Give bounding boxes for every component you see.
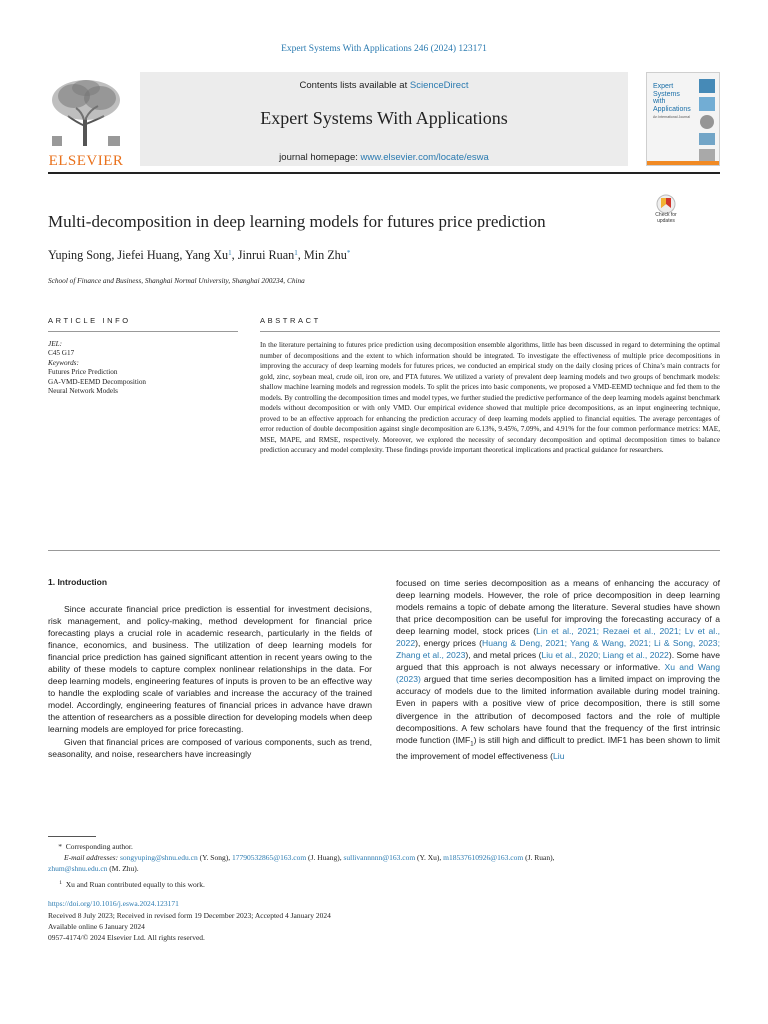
article-info-rule	[48, 331, 238, 332]
doi-link-line	[48, 898, 724, 909]
email-owner: (Y. Xu),	[415, 853, 444, 862]
citation-link[interactable]: Liu et al., 2020; Liang et al., 2022	[541, 650, 669, 661]
body-column-left	[48, 603, 372, 760]
abstract-text: In the literature pertaining to futures price prediction using decomposition ensemble algorithms, little has been discussed in regard to determining the optimal number of decompositions and the extent to which information should be integrated. To investigate the effectiveness of multiple price decompositions in improving the accuracy of deep learning models for futures prices, we conducted an empirical study on the daily closing prices of China’s main contracts for gold, zinc, soybean meal, crude oil, iron ore, and PTA futures. We utilized a variety of prevalent deep learning models and two groups of benchmark models: shallow machine learning models and regression models. To split the prices into basic components, we proposed a VMD-EEMD technique and fed them to the models. By controlling the decomposition times and model types, we further studied the predictive performance of the deep learning models against benchmark models without decomposition or with only VMD. Our empirical evidence showed that multiple price decompositions, as an input engineering technique, proved to be an effective approach for enhancing the prediction accuracy of deep learning models applied to financial equities. The average percentages of error reduction of double decomposition against single decomposition are 6.13%, 9.45%, 7.09%, and 4.91% for the four common performance metrics: MAE, MSE, MAPE, and RMSE, respectively. Moreover, we explored the necessity of secondary decomposition and optimal decomposition times to balance prediction accuracy and model complexity. These findings provide important theoretical implications and practical guidance for researchers.	[260, 341, 720, 454]
paper-title: Multi-decomposition in deep learning models for futures price prediction	[48, 212, 546, 231]
subscript: 1	[470, 741, 474, 748]
footnote-emails	[48, 852, 724, 863]
footnote-text: Corresponding author.	[65, 842, 133, 851]
cover-pattern-icon	[697, 77, 717, 163]
journal-banner	[140, 72, 628, 166]
copyright: 0957-4174/© 2024 Elsevier Ltd. All rights reserved.	[48, 933, 205, 942]
text-run: ), and metal prices (	[465, 650, 542, 661]
email-owner: (J. Huang),	[306, 853, 344, 862]
jel-label: JEL:	[48, 340, 62, 348]
check-updates-label: Check for updates	[655, 212, 677, 224]
keyword: Neural Network Models	[48, 387, 118, 396]
email-owner: (M. Zhu).	[107, 864, 139, 873]
text-run: argued that time series decomposition has a limited impact on improving the accuracy of models due to the limited information available during model training. Even in papers with a positive view of price decomposition, there is still some divergence in the attribution of decomposed factors and the role of multiple decompositions. A few scholars have found that the frequency of the first intrinsic mode function (IMF	[396, 674, 720, 745]
citation-link[interactable]: Liu	[553, 751, 565, 762]
keyword: Futures Price Prediction	[48, 368, 118, 377]
footnote-rule	[48, 836, 96, 837]
elsevier-logo	[46, 76, 126, 169]
elsevier-tree-icon	[46, 76, 126, 148]
check-updates-icon	[648, 194, 688, 214]
cover-subtitle: An International Journal	[653, 115, 690, 119]
author-name[interactable]: Min Zhu	[303, 248, 347, 262]
cover-title-line: Expert	[653, 83, 674, 90]
received-dates: Received 8 July 2023; Received in revised form 19 December 2023; Accepted 4 January 2024	[48, 911, 331, 920]
cover-title-line: Applications	[653, 105, 691, 113]
author-mark[interactable]: *	[346, 249, 351, 257]
email-owner: (Y. Song),	[197, 853, 232, 862]
abstract-rule	[260, 331, 720, 332]
email-link[interactable]: zhum@shnu.edu.cn	[48, 864, 108, 873]
email-owner: (J. Ruan),	[523, 853, 555, 862]
citation-link[interactable]: Lin et al., 2021; Rezaei et al., 2021; Lv et al., 2022	[396, 626, 720, 649]
footnote-corresponding: * Corresponding author.	[58, 842, 133, 851]
homepage-line	[140, 152, 628, 163]
footnote-equal: $^1$ Xu and Ruan contributed equally to this work.	[59, 880, 205, 889]
journal-reference[interactable]: Expert Systems With Applications 246 (2024) 123171	[281, 44, 487, 54]
affiliation: School of Finance and Business, Shanghai Normal University, Shanghai 200234, China	[48, 276, 305, 285]
body-column-right	[396, 577, 720, 762]
journal-cover[interactable]	[646, 72, 720, 166]
author-name[interactable]: Jinrui Ruan	[237, 248, 295, 262]
abstract-heading: ABSTRACT	[260, 316, 321, 325]
article-info-heading: ARTICLE INFO	[48, 316, 131, 325]
footnote-text: Xu and Ruan contributed equally to this work.	[65, 880, 205, 889]
cover-title-line: with	[653, 98, 666, 105]
email-link[interactable]: 17790532865@163.com	[231, 853, 307, 862]
sciencedirect-link[interactable]: ScienceDirect	[409, 80, 469, 91]
paragraph	[396, 577, 720, 762]
text-run: ). Some have argued that this approach is not always necessary or informative.	[396, 650, 721, 673]
jel-codes: C45 G17	[48, 349, 75, 358]
doi-link[interactable]: https://doi.org/10.1016/j.eswa.2024.123171	[48, 899, 179, 908]
keywords-label: Keywords:	[48, 358, 79, 367]
email-label: E-mail addresses:	[64, 853, 120, 862]
author-mark[interactable]: 1	[294, 249, 298, 257]
email-link[interactable]: sullivannnnn@163.com	[343, 853, 416, 862]
abstract-bottom-rule	[48, 550, 720, 551]
paragraph: Given that financial prices are composed of various components, such as trend, seasonality, and noise, researchers have increasingly	[48, 736, 372, 759]
header-rule	[48, 172, 720, 174]
journal-title: Expert Systems With Applications	[260, 108, 508, 128]
cover-title-line: Systems	[653, 90, 680, 98]
cover-title	[653, 83, 695, 113]
citation-link[interactable]: Huang & Deng, 2021; Yang & Wang, 2021; Li & Song, 2023; Zhang et al., 2023	[396, 638, 720, 661]
author-mark[interactable]: 1	[228, 249, 232, 257]
section-heading: 1. Introduction	[48, 577, 108, 587]
homepage-link[interactable]: www.elsevier.com/locate/eswa	[360, 152, 489, 163]
paragraph: Since accurate financial price prediction is essential for investment decisions, risk management, and policy-making, method development for financial price forecasting plays a crucial role in academic research, particularly in the fields of finance, economics, and business. The utilization of deep learning models for financial price prediction has gained significant attention in recent years owing to the ability of these models to capture complex nonlinear relationships in the data. For deep learning models, engineering features of inputs is proven to be an effective way to handle the exploding scale of variables and increase the accuracy of the trained model. Accordingly, engineering features of financial prices in advance have drawn the attention of researchers as a possible direction for developing models when deep learning models are employed for price forecasting.	[48, 604, 372, 735]
cover-stripe	[647, 161, 719, 165]
email-link[interactable]: m18537610926@163.com	[443, 853, 524, 862]
online-date: Available online 6 January 2024	[48, 922, 145, 931]
publisher-name: ELSEVIER	[48, 153, 124, 169]
footnote-emails-cont	[48, 863, 724, 874]
author-name[interactable]: Jiefei Huang	[117, 248, 180, 262]
text-run: ), energy prices (	[415, 638, 482, 649]
text-run: ) is still high and difficult to predict. IMF1 has been shown to limit the improvement of model effectiveness (	[396, 734, 720, 762]
contents-prefix: Contents lists available at	[299, 80, 410, 91]
homepage-prefix: journal homepage:	[279, 152, 361, 163]
author-name[interactable]: Yuping Song	[48, 248, 112, 262]
author-list: Yuping Song, Jiefei Huang, Yang Xu$^1$, Jinrui Ruan$^1$, Min Zhu*	[48, 248, 351, 262]
author-name[interactable]: Yang Xu	[185, 248, 229, 262]
keyword: GA-VMD-EEMD Decomposition	[48, 377, 147, 386]
email-link[interactable]: songyuping@shnu.edu.cn	[119, 853, 198, 862]
contents-line	[140, 80, 628, 91]
citation-link[interactable]: Xu and Wang (2023)	[396, 662, 720, 685]
text-run: focused on time series decomposition as a means of enhancing the accuracy of deep learning models. However, the role of price decomposition in deep learning models remains a topic of debate among the literature. Several studies have shown that price decomposition can be useful for improving the forecasting accuracy of a deep learning model, stock prices (	[396, 578, 720, 637]
article-info	[48, 340, 228, 396]
